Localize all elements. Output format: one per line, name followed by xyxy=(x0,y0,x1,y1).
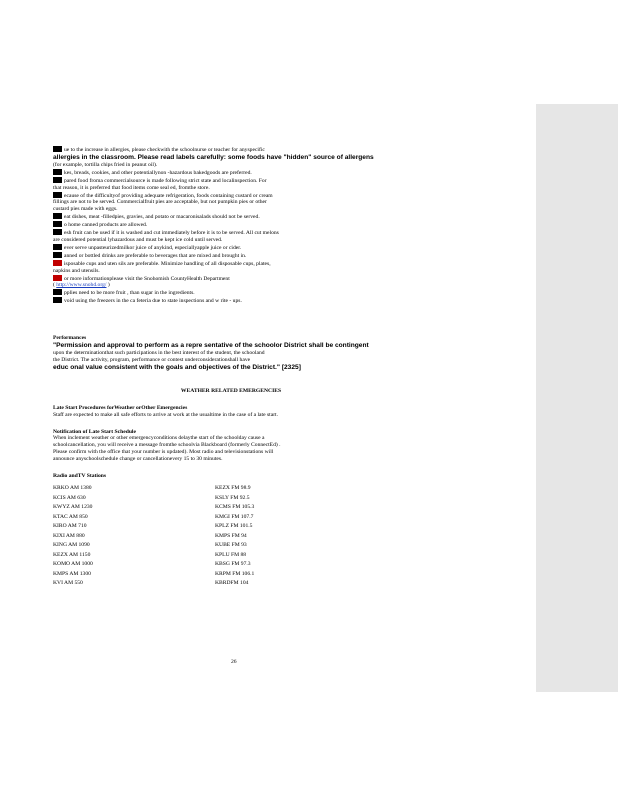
station-item: KIRO AM 710 xyxy=(53,523,87,529)
allergy-line: o home canned products are allowed. xyxy=(53,221,409,229)
allergy-line: void using the freezers in the ca feteria due to state inspections and w rite - ups. xyxy=(53,297,409,305)
performances-heading: Performances xyxy=(53,335,87,342)
station-item: KCMS FM 105.3 xyxy=(215,504,255,510)
allergy-line: pplies need to be more fruit , than sugar in the ingredients. xyxy=(53,289,409,297)
station-item: KWYZ AM 1230 xyxy=(53,504,93,510)
allergy-line: are considered potential lyhazardous and must be kept ice cold until served. xyxy=(53,236,223,243)
allergy-line: that reason, it is preferred that food items come seal ed, fromthe store. xyxy=(53,184,210,191)
performances-line: upon the determinationthat such participations in the best interest of the student, the schooland xyxy=(53,350,265,357)
weather-title: WEATHER RELATED EMERGENCIES xyxy=(180,387,282,394)
allergy-line: kes, breads, cookies, and other potentiallynon -hazardous bakedgoods are preferred. xyxy=(53,169,409,177)
bullet-marker xyxy=(53,244,62,250)
bullet-marker xyxy=(53,169,62,175)
station-item: KOMO AM 1000 xyxy=(53,561,93,567)
station-item: KTAC AM 850 xyxy=(53,513,88,520)
station-item: KRPM FM 106.1 xyxy=(215,570,255,577)
bullet-marker xyxy=(53,229,62,235)
stations-list xyxy=(53,484,409,589)
allergy-line: ever serve unpasteurizedmilkor juice of anykind, especiallyapple juice or cider. xyxy=(53,244,409,252)
page-number: 26 xyxy=(231,659,237,665)
notification-line: Please confirm with the office that your number is updated). Most radio and televisionstations will xyxy=(53,449,274,456)
notification-heading: Notification of Late Start Schedule xyxy=(53,428,136,435)
allergy-warning: allergies in the classroom. Please read labels carefully: some foods have "hidden" source of allergens xyxy=(53,153,374,161)
station-item: KMGI FM 107.7 xyxy=(215,513,254,520)
station-item: KEZX AM 1150 xyxy=(53,551,91,558)
notification-line: schoolcancellation, you will receive a message fromthe schoolvia Blackboard (formerly ConnectEd) . xyxy=(53,442,281,449)
document-body xyxy=(53,146,409,589)
notification-line: announce anyschoolschedule change or cancellationevery 15 to 30 minutes. xyxy=(53,456,223,463)
allergy-line: esh fruit can be used if it is washed and cut immediately before it is to be served. All cut melons xyxy=(53,229,409,237)
health-dept-link[interactable]: http://www.snohd.org/ xyxy=(56,282,107,289)
performances-line: "Permission and approval to perform as a repre sentative of the schoolor District shall be contingent xyxy=(53,342,369,350)
bullet-marker xyxy=(53,297,62,303)
allergy-line: pared food froma commercialsource is made following strict state and localinspection. For xyxy=(53,177,409,185)
station-item: KVI AM 550 xyxy=(53,580,83,586)
bullet-marker xyxy=(53,177,62,183)
allergy-line: custard pies made with eggs. xyxy=(53,206,118,213)
station-item: KMPS FM 94 xyxy=(215,532,247,539)
allergy-line: ecause of the difficultyof providing adequate refrigeration, foods containing custard or cream xyxy=(53,192,409,200)
notification-line: When inclement weather or other emergencyconditions delaythe start of the schoolday cause a xyxy=(53,435,265,442)
station-item: KPLZ FM 101.5 xyxy=(215,523,253,529)
stations-fm-column xyxy=(215,484,377,589)
bullet-marker xyxy=(53,289,62,295)
bullet-marker xyxy=(53,146,62,152)
station-item: KUBE FM 93 xyxy=(215,542,247,548)
allergy-line: fillings are not to be served. Commercialfruit pies are acceptable, but not pumpkin pies or other xyxy=(53,199,267,206)
performances-line: educ onal value consistent with the goals and objectives of the District." [2325] xyxy=(53,363,301,371)
bullet-marker xyxy=(53,221,62,227)
station-item: KRKO AM 1380 xyxy=(53,485,92,491)
station-item: KPLU FM 88 xyxy=(215,551,247,558)
station-item: KIXI AM 880 xyxy=(53,532,85,539)
station-item: KCIS AM 630 xyxy=(53,494,86,501)
station-item: KBSG FM 97.3 xyxy=(215,561,251,567)
bullet-marker xyxy=(53,260,62,266)
allergy-line: or more informationplease visit the Snohomish CountyHealth Department xyxy=(53,275,409,283)
late-start-text: Staff are expected to make all safe efforts to arrive at work at the usualtime in the case of a late start. xyxy=(53,411,279,418)
allergy-line: anned or bottled drinks are preferable to beverages that are mixed and brought in. xyxy=(53,252,409,260)
station-item: KSLY FM 92.5 xyxy=(215,494,250,501)
stations-am-column xyxy=(53,484,215,589)
performances-line: the District. The activity, program, performance or contest underconsiderationshall have xyxy=(53,356,251,363)
allergy-line: ue to the increase in allergies, please checkwith the schoolnurse or teacher for anyspecific xyxy=(53,146,409,154)
bullet-marker xyxy=(53,213,62,219)
allergy-line: eat dishes, meat -filledpies, gravies, and potato or macaronisalads should not be served. xyxy=(53,213,409,221)
comment-box[interactable] xyxy=(536,104,618,692)
allergy-line: isposable cups and uten sils are preferable. Minimize handling of all disposable cups, plates, xyxy=(53,260,409,268)
allergy-line: (for example, tortilla chips fried in peanut oil). xyxy=(53,161,158,168)
stations-heading: Radio andTV Stations xyxy=(53,473,107,480)
allergy-line: napkins and utensils. xyxy=(53,267,100,274)
station-item: KMPS AM 1300 xyxy=(53,570,91,577)
station-item: KING AM 1090 xyxy=(53,542,90,548)
station-item: KEZX FM 98.9 xyxy=(215,485,251,491)
health-dept-link-line: ( http://www.snohd.org/ ) xyxy=(53,282,110,289)
bullet-marker xyxy=(53,252,62,258)
late-start-heading: Late Start Procedures forWeather orOther Emergencies xyxy=(53,404,188,411)
station-item: KBRDFM 104 xyxy=(215,580,249,586)
bullet-marker xyxy=(53,192,62,198)
bullet-marker xyxy=(53,275,62,281)
